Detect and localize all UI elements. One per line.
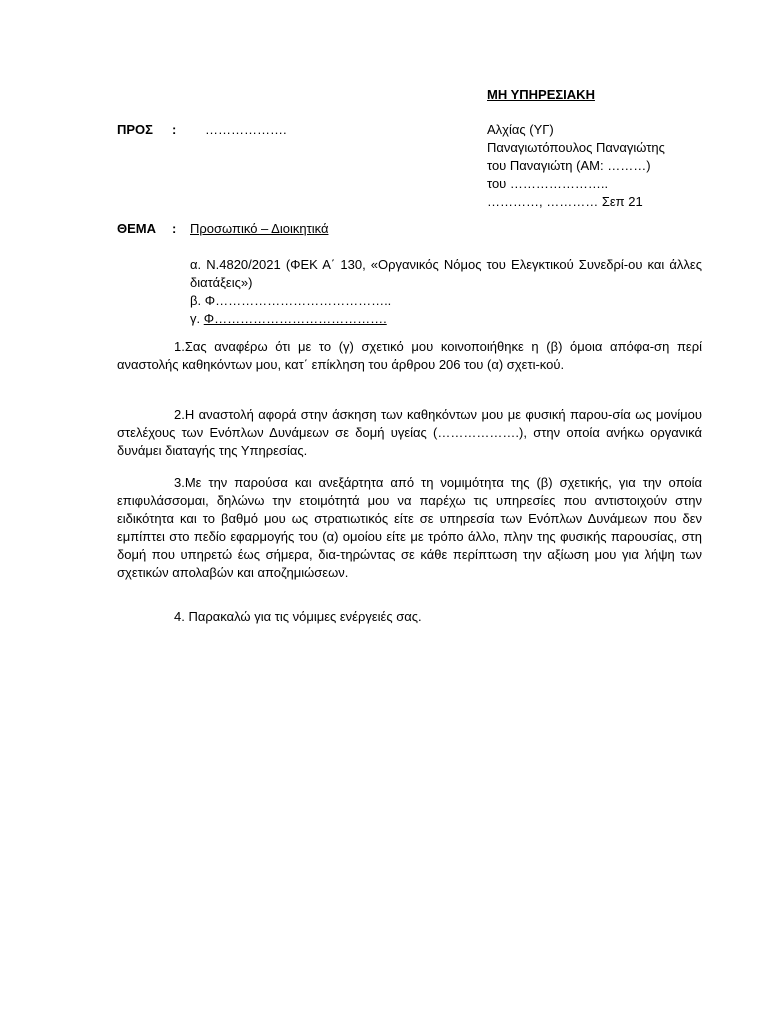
reference-c (190, 310, 702, 328)
paragraph-4: 4. Παρακαλώ για τις νόμιμες ενέργειές σας. (174, 609, 422, 624)
recipient-label: ΠΡΟΣ (117, 122, 153, 137)
sender-name: Παναγιωτόπουλος Παναγιώτης (487, 140, 665, 155)
reference-c-prefix: γ. (190, 311, 204, 326)
references-list (190, 256, 702, 328)
subject-colon: : (172, 221, 177, 236)
subject-label: ΘΕΜΑ (117, 221, 156, 236)
paragraph-1-text: Σας αναφέρω ότι με το (γ) σχετικό μου κοινοποιήθηκε η (β) όμοια απόφα-ση περί αναστολής καθηκόντων μου, κατ΄ επίκληση του άρθρου 206 του (α) σχετι-κού. (117, 339, 702, 372)
paragraph-2-number: 2. (174, 407, 185, 422)
paragraph-3 (117, 474, 702, 582)
paragraph-2 (117, 406, 702, 460)
paragraph-3-text: Με την παρούσα και ανεξάρτητα από τη νομιμότητα της (β) σχετικής, για την οποία επιφυλάσσομαι, δηλώνω την ετοιμότητά μου να παρέχω τις υπηρεσίες που αντιστοιχούν στην ειδικότητα και το βαθμό μου ως στρατιωτικός είτε σε υπηρεσία των Ενόπλων Δυνάμεων που δεν εμπίπτει στο πεδίο εφαρμογής του (α) ομοίου είτε με τρόπο άλλο, πλην της φυσικής παρουσίας, στη δομή που υπηρετώ έως σήμερα, δια-τηρώντας σε κάθε περίπτωση την αξίωση μου για λήψη των σχετικών απολαβών και αποζημιώσεων. (117, 475, 702, 580)
sender-unit: του ………………….. (487, 176, 609, 191)
reference-a: α. Ν.4820/2021 (ΦΕΚ Α΄ 130, «Οργανικός Νόμος του Ελεγκτικού Συνεδρί-ου και άλλες διατάξεις») (190, 257, 702, 290)
sender-father-am: του Παναγιώτη (ΑΜ: ………) (487, 158, 651, 173)
document-classification: ΜΗ ΥΠΗΡΕΣΙΑΚΗ (487, 87, 595, 102)
recipient-colon: : (172, 122, 177, 137)
subject-value: Προσωπικό – Διοικητικά (190, 221, 329, 236)
recipient-value: ………………. (205, 122, 287, 137)
sender-rank: Αλχίας (ΥΓ) (487, 122, 554, 137)
paragraph-1 (117, 338, 702, 374)
reference-b: β. Φ………………………………….. (190, 293, 392, 308)
sender-place-date: …………, ………… Σεπ 21 (487, 194, 643, 209)
paragraph-1-number: 1. (174, 339, 185, 354)
paragraph-3-number: 3. (174, 475, 185, 490)
sender-block (487, 121, 665, 211)
reference-c-value: Φ…………………………………. (203, 311, 387, 326)
paragraph-2-text: Η αναστολή αφορά στην άσκηση των καθηκόντων μου με φυσική παρου-σία ως μονίμου στελέχους των Ενόπλων Δυνάμεων σε δομή υγείας (……………….), στην οποία ανήκω οργανικά δυνάμει διαταγής της Υπηρεσίας. (117, 407, 702, 458)
